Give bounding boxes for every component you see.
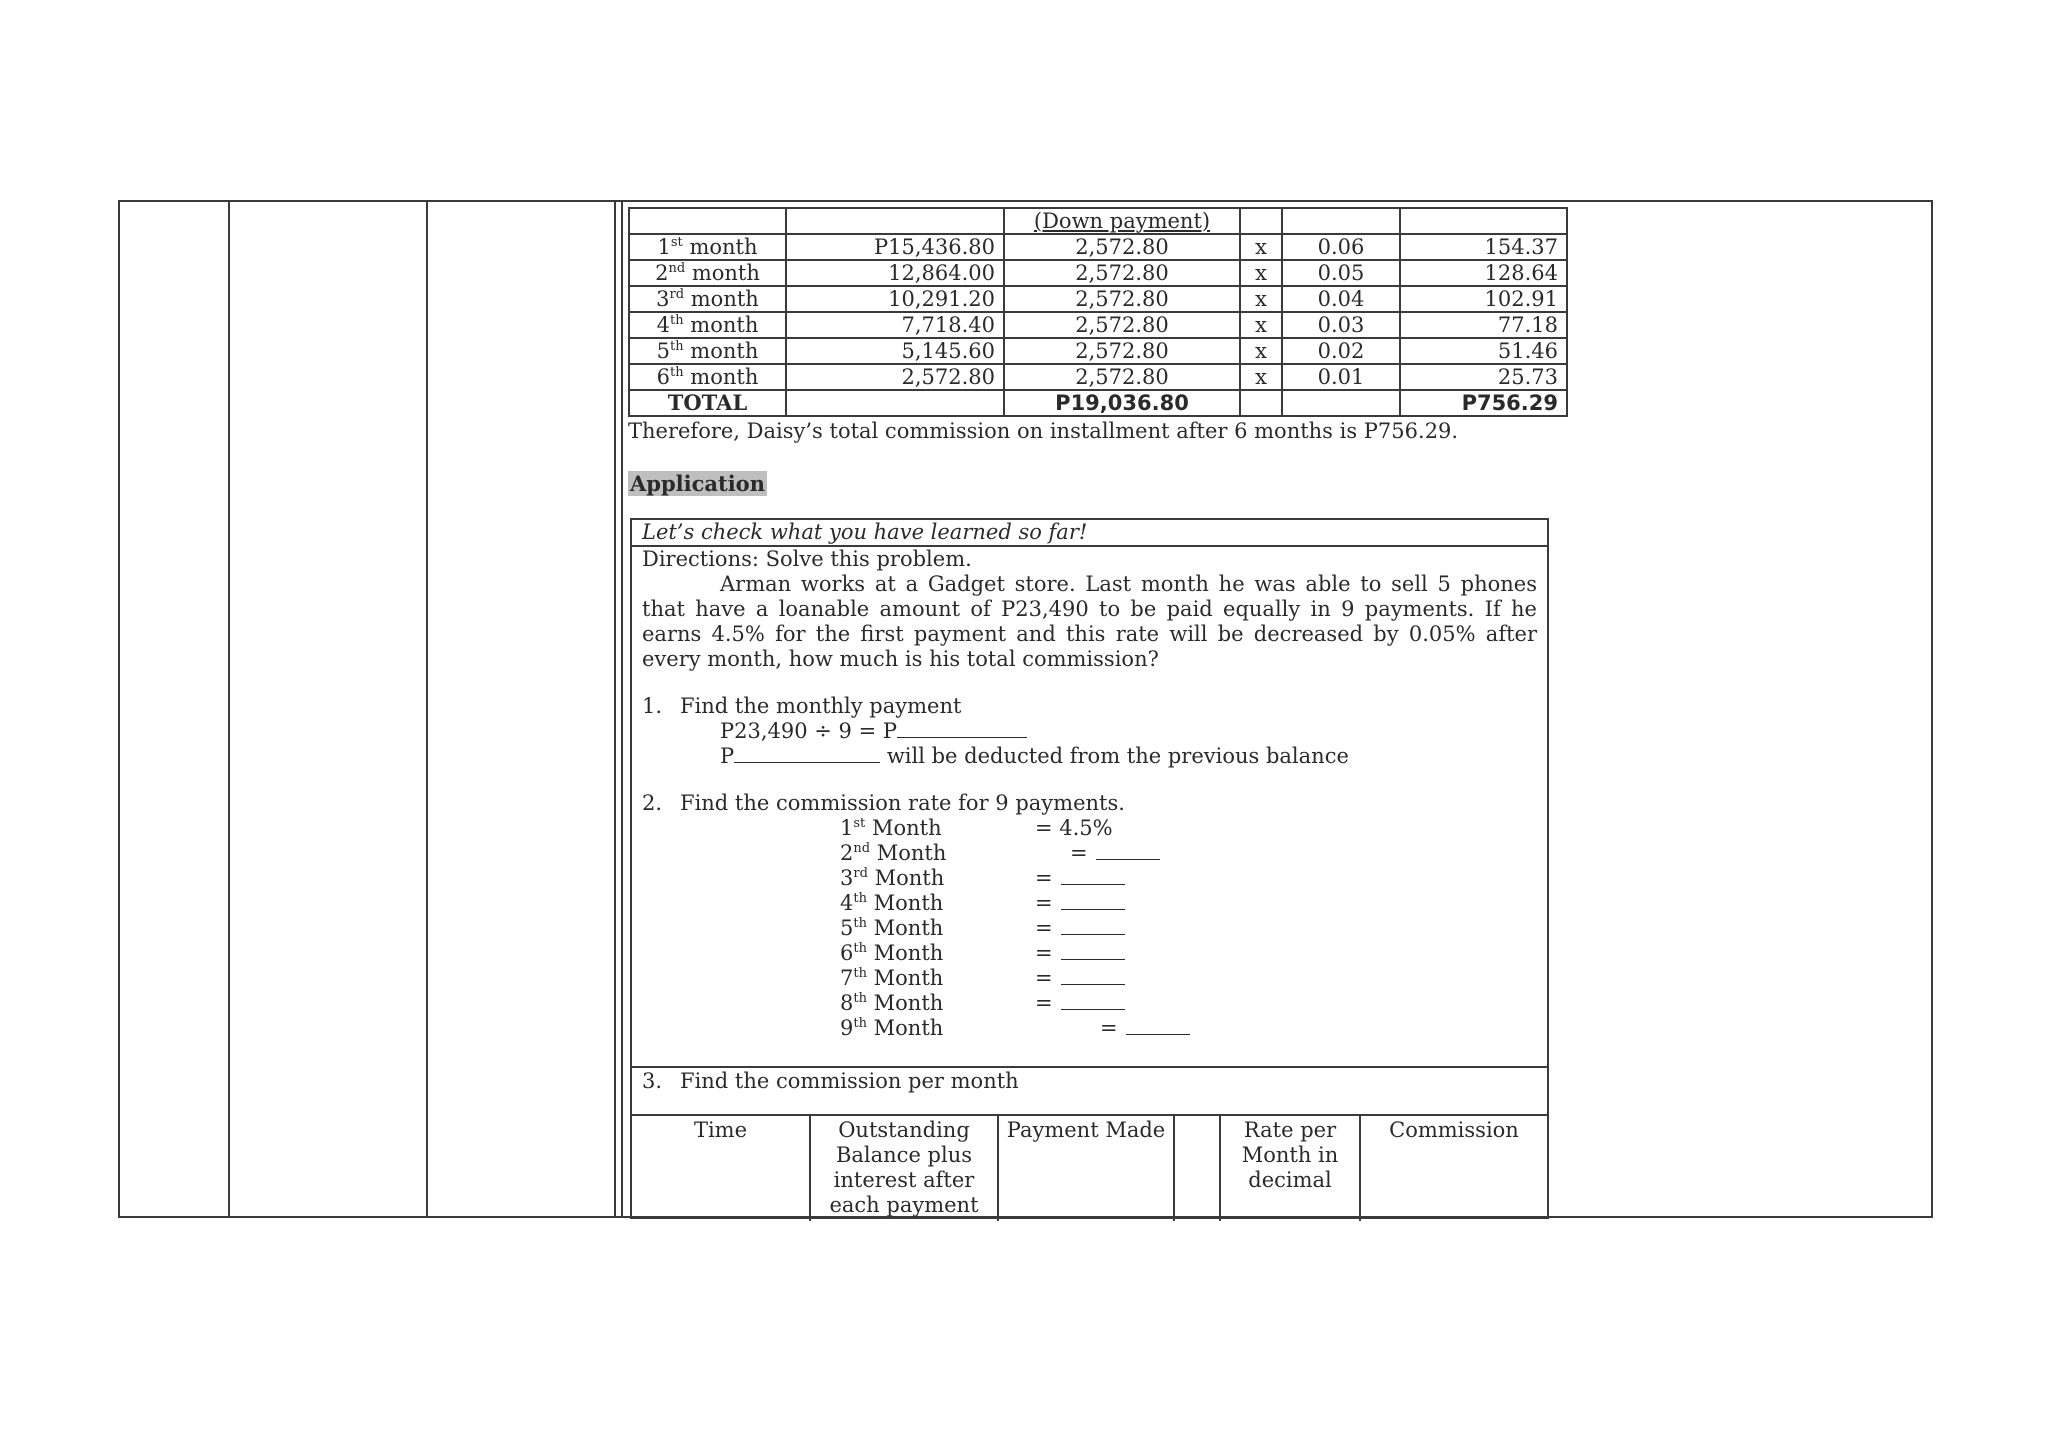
time-part: 4 xyxy=(656,313,671,337)
item-text: Find the commission per month xyxy=(680,1069,1019,1093)
month-label-part: Month xyxy=(866,991,944,1015)
rate-value-text: = xyxy=(1035,991,1053,1015)
rate-value-text: = xyxy=(1035,966,1053,990)
total-empty-cell xyxy=(1240,390,1282,416)
table-row xyxy=(629,364,1567,390)
rate-value-text: = xyxy=(1100,1016,1118,1040)
balance-cell: 10,291.20 xyxy=(786,286,1004,312)
table-row xyxy=(629,338,1567,364)
header-cell xyxy=(1240,208,1282,234)
payment-cell: 2,572.80 xyxy=(1004,364,1240,390)
application-heading: Application xyxy=(630,471,765,496)
rate-value xyxy=(1035,891,1125,916)
time-part: 2 xyxy=(655,261,669,285)
operator-cell: x xyxy=(1240,234,1282,260)
item-1 xyxy=(642,694,1537,769)
commission-cell: 128.64 xyxy=(1400,260,1567,286)
table-row xyxy=(629,312,1567,338)
answer-blank[interactable] xyxy=(1061,941,1125,960)
answer-blank[interactable] xyxy=(897,719,1027,738)
directions-text: Directions: Solve this problem. xyxy=(642,547,972,571)
time-part: nd xyxy=(668,261,686,276)
rate-value xyxy=(1035,866,1125,891)
month-label xyxy=(840,841,946,866)
rate-cell: 0.01 xyxy=(1282,364,1400,390)
item-number: 2. xyxy=(642,791,663,815)
column-header xyxy=(1174,1116,1220,1221)
rate-cell: 0.06 xyxy=(1282,234,1400,260)
time-cell xyxy=(629,260,786,286)
commission-cell: 154.37 xyxy=(1400,234,1567,260)
total-empty-cell xyxy=(786,390,1004,416)
item-2 xyxy=(642,791,1537,1041)
month-label-part: Month xyxy=(866,891,944,915)
month-label xyxy=(840,966,943,991)
total-payment: P19,036.80 xyxy=(1004,390,1240,416)
rate-value-text: = xyxy=(1035,916,1053,940)
month-label-part: Month xyxy=(866,966,944,990)
time-part: th xyxy=(670,365,684,380)
month-label-part: Month xyxy=(866,1016,944,1040)
time-cell xyxy=(629,364,786,390)
header-down-payment: (Down payment) xyxy=(1004,208,1240,234)
time-part: rd xyxy=(669,287,685,302)
month-label-part: th xyxy=(853,1016,867,1031)
rate-value-text: = xyxy=(1035,866,1053,890)
balance-cell: P15,436.80 xyxy=(786,234,1004,260)
time-part: 1 xyxy=(657,235,671,259)
operator-cell: x xyxy=(1240,338,1282,364)
operator-cell: x xyxy=(1240,260,1282,286)
answer-blank[interactable] xyxy=(734,744,880,763)
table-row xyxy=(629,234,1567,260)
column-header: Commission xyxy=(1389,1118,1519,1142)
commission-cell: 25.73 xyxy=(1400,364,1567,390)
lesson-content xyxy=(628,207,1568,496)
time-part: month xyxy=(685,261,760,285)
month-label-part: 9 xyxy=(840,1016,854,1040)
table-row xyxy=(629,260,1567,286)
item-number: 3. xyxy=(642,1069,663,1093)
month-label-part: th xyxy=(853,891,867,906)
month-label-part: 4 xyxy=(840,891,854,915)
month-label xyxy=(840,866,944,891)
rate-value xyxy=(1035,991,1125,1016)
table-header-row xyxy=(629,208,1567,234)
time-part: 3 xyxy=(656,287,670,311)
month-label xyxy=(840,941,943,966)
header-cell xyxy=(786,208,1004,234)
time-part: 6 xyxy=(656,365,671,389)
frame-divider xyxy=(228,202,230,1216)
time-part: month xyxy=(683,313,759,337)
total-commission: P756.29 xyxy=(1400,390,1567,416)
month-label-part: 2 xyxy=(840,841,854,865)
table-total-row xyxy=(629,390,1567,416)
total-empty-cell xyxy=(1282,390,1400,416)
rate-row xyxy=(840,991,1537,1016)
activity-body xyxy=(632,547,1547,1041)
month-label-part: th xyxy=(853,991,867,1006)
rate-cell: 0.02 xyxy=(1282,338,1400,364)
rate-value xyxy=(1035,941,1125,966)
time-part: 5 xyxy=(656,339,671,363)
conclusion-text: Therefore, Daisy’s total commission on installment after 6 months is P756.29. xyxy=(628,419,1459,443)
rate-cell: 0.05 xyxy=(1282,260,1400,286)
time-cell xyxy=(629,286,786,312)
item-3 xyxy=(642,1069,1019,1094)
item-text: Find the commission rate for 9 payments. xyxy=(680,791,1125,815)
equation-text: P23,490 ÷ 9 = P xyxy=(720,719,897,743)
rate-value xyxy=(1035,916,1125,941)
commission-cell: 77.18 xyxy=(1400,312,1567,338)
rate-row xyxy=(840,891,1537,916)
currency-prefix: P xyxy=(720,744,735,768)
balance-cell: 2,572.80 xyxy=(786,364,1004,390)
rate-row xyxy=(840,1016,1537,1041)
frame-divider xyxy=(614,202,616,1216)
rate-row xyxy=(840,916,1537,941)
commission-per-month-table xyxy=(632,1116,1547,1221)
column-header: Rate per Month in decimal xyxy=(1220,1116,1360,1221)
month-label-part: nd xyxy=(853,841,871,856)
time-part: th xyxy=(670,313,684,328)
rate-value-text: = xyxy=(1070,841,1088,865)
commission-rate-list xyxy=(840,816,1537,1041)
month-label xyxy=(840,891,943,916)
monthly-payment-equation xyxy=(642,719,1537,744)
rate-row xyxy=(840,816,1537,841)
month-label xyxy=(840,991,943,1016)
month-label-part: th xyxy=(853,941,867,956)
rate-row xyxy=(840,866,1537,891)
time-cell xyxy=(629,338,786,364)
month-label-part: Month xyxy=(865,816,942,840)
rate-value xyxy=(1035,966,1125,991)
balance-cell: 12,864.00 xyxy=(786,260,1004,286)
month-label-part: th xyxy=(853,966,867,981)
balance-cell: 5,145.60 xyxy=(786,338,1004,364)
column-header: Outstanding Balance plus interest after each payment xyxy=(810,1116,998,1221)
rate-value-text: = 4.5% xyxy=(1035,816,1113,840)
payment-cell: 2,572.80 xyxy=(1004,338,1240,364)
frame-divider xyxy=(426,202,428,1216)
column-header: Payment Made xyxy=(998,1116,1174,1221)
time-cell xyxy=(629,234,786,260)
month-label-part: st xyxy=(853,816,866,831)
problem-text: Arman works at a Gadget store. Last month he was able to sell 5 phones that have a loanable amount of P23,490 to be paid equally in 9 payments. If he earns 4.5% for the first payment and this rate will be decreased by 0.05% after every month, how much is his total commission? xyxy=(642,572,1537,671)
month-label xyxy=(840,916,943,941)
rate-cell: 0.04 xyxy=(1282,286,1400,312)
activity-box xyxy=(630,518,1549,1219)
header-cell xyxy=(1282,208,1400,234)
installment-commission-table xyxy=(628,207,1568,417)
month-label-part: 3 xyxy=(840,866,854,890)
month-label xyxy=(840,816,942,841)
month-label-part: 8 xyxy=(840,991,854,1015)
payment-cell: 2,572.80 xyxy=(1004,312,1240,338)
table-row xyxy=(629,286,1567,312)
rate-row xyxy=(840,966,1537,991)
month-label-part: 6 xyxy=(840,941,854,965)
section-divider xyxy=(632,1066,1547,1068)
column-header: Time xyxy=(632,1116,810,1221)
commission-cell: 51.46 xyxy=(1400,338,1567,364)
rate-value-text: = xyxy=(1035,891,1053,915)
rate-value-text: = xyxy=(1035,941,1053,965)
rate-value xyxy=(1035,816,1113,841)
payment-cell: 2,572.80 xyxy=(1004,260,1240,286)
time-part: month xyxy=(683,339,759,363)
operator-cell: x xyxy=(1240,364,1282,390)
rate-cell: 0.03 xyxy=(1282,312,1400,338)
rate-value xyxy=(1070,841,1160,866)
frame-divider xyxy=(621,202,623,1216)
total-label: TOTAL xyxy=(629,390,786,416)
month-label-part: Month xyxy=(867,866,945,890)
month-label-part: 5 xyxy=(840,916,854,940)
time-part: month xyxy=(683,365,759,389)
rate-row xyxy=(840,941,1537,966)
item-text: Find the monthly payment xyxy=(680,694,962,718)
deduction-text: will be deducted from the previous balance xyxy=(880,744,1349,768)
payment-cell: 2,572.80 xyxy=(1004,286,1240,312)
time-part: th xyxy=(670,339,684,354)
answer-blank[interactable] xyxy=(1061,866,1125,885)
time-part: month xyxy=(682,235,758,259)
answer-blank[interactable] xyxy=(1061,966,1125,985)
rate-value xyxy=(1100,1016,1190,1041)
time-part: month xyxy=(684,287,759,311)
answer-blank[interactable] xyxy=(1061,916,1125,935)
balance-cell: 7,718.40 xyxy=(786,312,1004,338)
table-header-row xyxy=(632,1116,1547,1221)
header-cell xyxy=(629,208,786,234)
operator-cell: x xyxy=(1240,312,1282,338)
item-number: 1. xyxy=(642,694,663,718)
payment-cell: 2,572.80 xyxy=(1004,234,1240,260)
month-label-part: Month xyxy=(866,941,944,965)
header-cell xyxy=(1400,208,1567,234)
answer-blank[interactable] xyxy=(1061,891,1125,910)
month-label xyxy=(840,1016,943,1041)
month-label-part: 7 xyxy=(840,966,854,990)
month-label-part: 1 xyxy=(840,816,854,840)
answer-blank[interactable] xyxy=(1126,1016,1190,1035)
rate-row xyxy=(840,841,1537,866)
month-label-part: rd xyxy=(853,866,868,881)
month-label-part: th xyxy=(853,916,867,931)
activity-title: Let’s check what you have learned so far! xyxy=(632,520,1547,547)
answer-blank[interactable] xyxy=(1096,841,1160,860)
time-cell xyxy=(629,312,786,338)
operator-cell: x xyxy=(1240,286,1282,312)
time-part: st xyxy=(670,235,683,250)
answer-blank[interactable] xyxy=(1061,991,1125,1010)
commission-cell: 102.91 xyxy=(1400,286,1567,312)
month-label-part: Month xyxy=(866,916,944,940)
month-label-part: Month xyxy=(870,841,947,865)
deduction-line xyxy=(642,744,1537,769)
